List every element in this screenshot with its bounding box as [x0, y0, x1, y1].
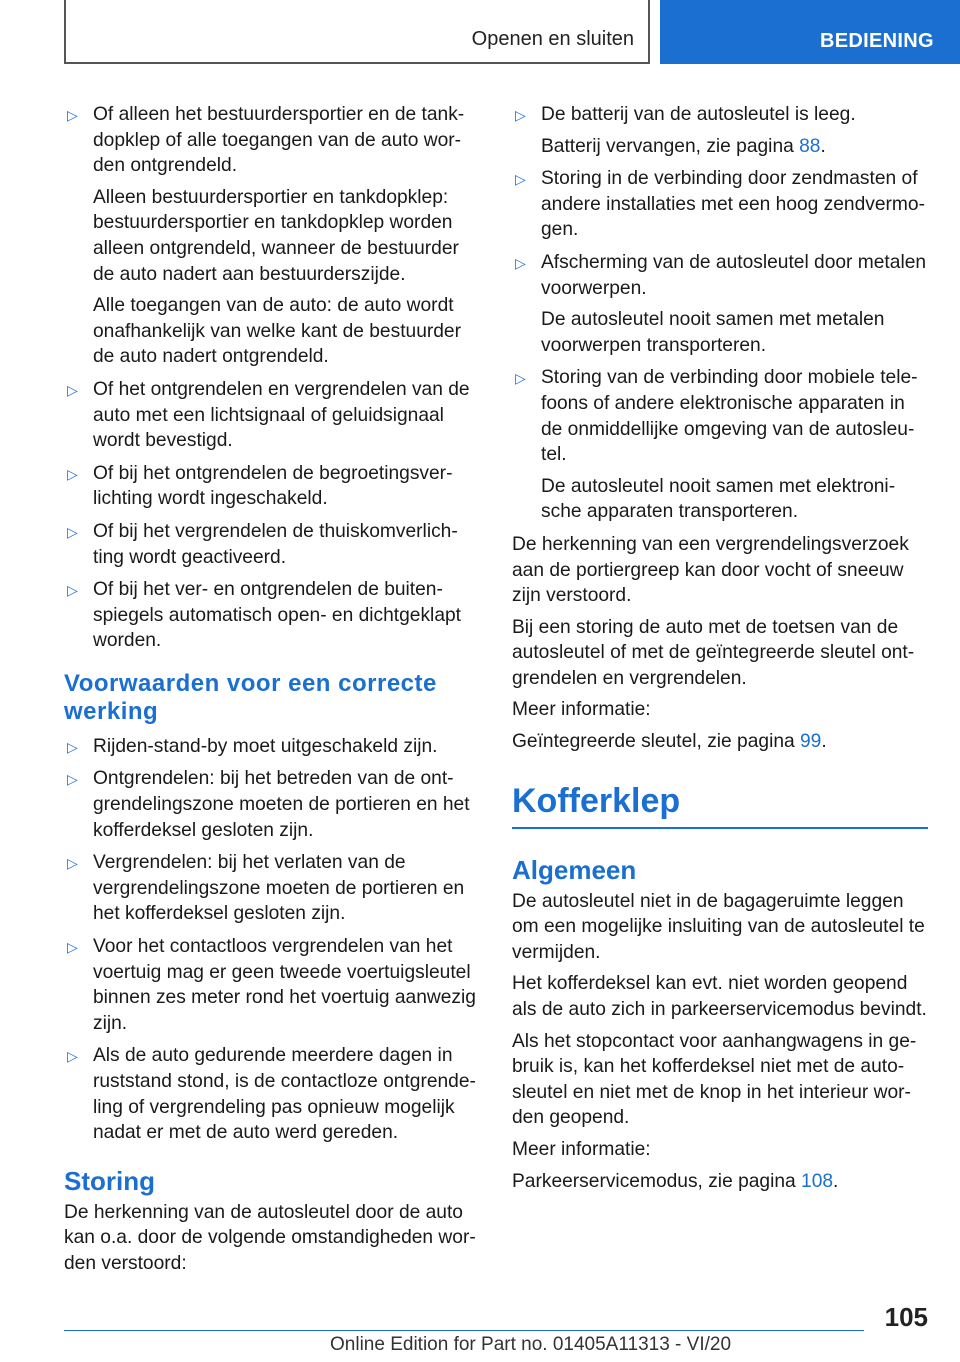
- chapter-tab: [660, 0, 960, 64]
- bullet-text: De batterij van de autosleutel is leeg.: [541, 104, 856, 125]
- bullet-triangle-icon: ▷: [515, 107, 526, 123]
- bullet-triangle-icon: ▷: [67, 107, 78, 123]
- bullet-text: Voor het contactloos vergrendelen van het voertuig mag er geen tweede voertuigsleutel binnen zes meter rond het voertuig aanwezig zijn.: [93, 936, 476, 1034]
- header-box: [64, 0, 650, 64]
- bullet-triangle-icon: ▷: [67, 465, 78, 482]
- bullet-item: [64, 766, 478, 843]
- bullet-text: Als de auto gedurende meerdere dagen in ruststand stond, is de contactloze ontgrendeling of vergrendeling pas opnieuw mogelijk nadat er met de auto werd gereden.: [93, 1045, 476, 1144]
- paragraph-fault-unlock: Bij een storing de auto met de toetsen van de autosleutel of met de geïntegreerde sleutel ontgrendelen en vergrendelen.: [512, 616, 915, 689]
- heading-fault: Storing: [64, 1165, 155, 1196]
- bullet-triangle-icon: ▷: [67, 582, 78, 599]
- bullet-reference: Batterij vervangen, zie pagina 88.: [541, 135, 826, 157]
- reference-integrated-key: Geïntegreerde sleutel, zie pagina 99.: [512, 731, 827, 753]
- bullet-item: [512, 250, 928, 358]
- right-column: [512, 102, 928, 1200]
- heading-conditions: Voorwaarden voor een correcte werking: [64, 669, 437, 725]
- more-info-label: Meer informatie:: [512, 699, 651, 721]
- page-link-99[interactable]: 99: [800, 731, 822, 753]
- bullet-triangle-icon: ▷: [515, 171, 526, 188]
- bullet-item: [64, 734, 478, 760]
- bullet-text: Of het ontgrendelen en vergrendelen van de auto met een lichtsignaal of geluidsignaal wordt bevestigd.: [93, 378, 470, 452]
- footer-divider: [64, 1330, 864, 1331]
- bullet-item: [64, 934, 478, 1036]
- bullet-triangle-icon: ▷: [515, 254, 526, 271]
- more-info-label-2: Meer informatie:: [512, 1139, 651, 1160]
- page-link-108[interactable]: 108: [801, 1170, 834, 1192]
- bullet-item: [64, 461, 478, 512]
- bullet-text: Afscherming van de autosleutel door metalen voorwerpen.: [541, 251, 927, 299]
- bullet-text: Of bij het vergrendelen de thuiskomverlichting wordt geactiveerd.: [93, 520, 458, 568]
- reference-parking-service: Parkeerservicemodus, zie pagina 108.: [512, 1170, 839, 1192]
- bullet-text: Rijden-stand-by moet uitgeschakeld zijn.: [93, 735, 438, 757]
- bullet-item: [64, 519, 478, 570]
- bullet-triangle-icon: ▷: [67, 381, 78, 398]
- page-number: 105: [884, 1302, 928, 1332]
- bullet-item: [64, 377, 478, 454]
- bullet-triangle-icon: ▷: [67, 939, 78, 956]
- bullet-item: [64, 102, 478, 370]
- page-link[interactable]: 88: [799, 135, 821, 157]
- bullet-text: Ontgrendelen: bij het betreden van de ontgrendelingszone moeten de portieren en het kofferdeksel gesloten zijn.: [93, 768, 470, 841]
- bullet-item: [512, 166, 928, 243]
- bullet-text: Alle toegangen van de auto: de auto wordt onafhankelijk van welke kant de bestuurder de auto nadert ontgrendeld.: [93, 295, 461, 368]
- footer-edition: Online Edition for Part no. 01405A11313 - VI/20: [330, 1334, 732, 1355]
- bullet-text: Storing in de verbinding door zendmasten of andere installaties met een hoog zendvermogen.: [541, 168, 925, 241]
- heading-kofferklep: Kofferklep: [512, 781, 928, 829]
- paragraph-general-2: Het kofferdeksel kan evt. niet worden geopend als de auto zich in parkeerservicemodus bevindt.: [512, 973, 927, 1021]
- bullet-text: De autosleutel nooit samen met elektronische apparaten transporteren.: [541, 475, 896, 523]
- bullet-item: [512, 102, 928, 159]
- bullet-text: Vergrendelen: bij het verlaten van de vergrendelingszone moeten de portieren en het kofferdeksel gesloten zijn.: [93, 852, 465, 925]
- bullet-triangle-icon: ▷: [67, 738, 78, 755]
- paragraph-general-1: De autosleutel niet in de bagageruimte leggen om een mogelijke insluiting van de autosleutel te vermijden.: [512, 890, 925, 963]
- bullet-text: Alleen bestuurdersportier en tankdopklep: bestuurdersportier en tankdopklep worden alleen ontgrendeld, wanneer de bestuurder de auto nadert aan bestuurderszijde.: [93, 186, 459, 285]
- heading-general: Algemeen: [512, 854, 637, 885]
- bullet-triangle-icon: ▷: [515, 370, 526, 387]
- paragraph-general-3: Als het stopcontact voor aanhangwagens in gebruik is, kan het kofferdeksel niet met de autosleutel en niet met de knop in het interieur worden geopend.: [512, 1030, 917, 1129]
- bullet-text: Of bij het ver- en ontgrendelen de buitenspiegels automatisch open- en dichtgeklapt worden.: [93, 579, 461, 652]
- fault-text: De herkenning van de autosleutel door de auto kan o.a. door de volgende omstandigheden worden verstoord:: [64, 1201, 476, 1274]
- bullet-item: [512, 365, 928, 525]
- paragraph-moisture: De herkenning van een vergrendelingsverzoek aan de portiergreep kan door vocht of sneeuw zijn verstoord.: [512, 533, 909, 607]
- bullet-item: [64, 577, 478, 654]
- bullet-text: De autosleutel nooit samen met metalen voorwerpen transporteren.: [541, 309, 885, 356]
- bullet-item: [64, 850, 478, 927]
- bullet-text: Of alleen het bestuurdersportier en de tankdopklep of alle toegangen van de auto worden ontgrendeld.: [93, 104, 465, 177]
- bullet-triangle-icon: ▷: [67, 771, 78, 788]
- bullet-item: [64, 1043, 478, 1145]
- left-column: [64, 102, 478, 1277]
- bullet-triangle-icon: ▷: [67, 1048, 78, 1065]
- chapter-label: BEDIENING: [820, 30, 934, 52]
- section-title: Openen en sluiten: [471, 28, 634, 50]
- bullet-text: Storing van de verbinding door mobiele telefoons of andere elektronische apparaten in de onmiddellijke omgeving van de autosleutel.: [541, 367, 918, 466]
- bullet-triangle-icon: ▷: [67, 855, 78, 872]
- bullet-text: Of bij het ontgrendelen de begroetingsverlichting wordt ingeschakeld.: [93, 462, 453, 510]
- bullet-triangle-icon: ▷: [67, 523, 78, 540]
